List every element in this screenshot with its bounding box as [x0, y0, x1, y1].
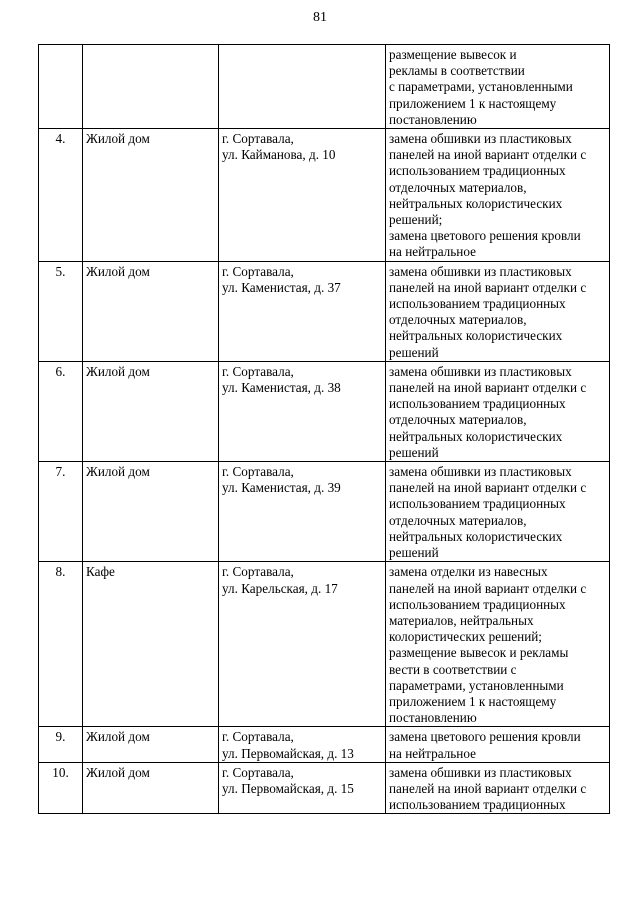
table-row	[39, 129, 610, 262]
object-type: Жилой дом	[83, 762, 219, 814]
object-address: г. Сортавала, ул. Каменистая, д. 38	[219, 361, 386, 461]
row-number: 6.	[39, 361, 83, 461]
requirements-text: замена обшивки из пластиковых панелей на иной вариант отделки с использованием традиционных	[386, 762, 610, 814]
object-type: Жилой дом	[83, 361, 219, 461]
row-number: 9.	[39, 727, 83, 762]
object-address: г. Сортавала, ул. Карельская, д. 17	[219, 562, 386, 727]
row-number: 10.	[39, 762, 83, 814]
requirements-text: замена цветового решения кровли на нейтральное	[386, 727, 610, 762]
requirements-text: замена отделки из навесных панелей на иной вариант отделки с использованием традиционных материалов, нейтральных колористических решений; размещение вывесок и рекламы вести в соответствии с параметрами, установленными приложением 1 к настоящему постановлению	[386, 562, 610, 727]
row-number: 4.	[39, 129, 83, 262]
table-row	[39, 727, 610, 762]
table-row	[39, 361, 610, 461]
table-row	[39, 45, 610, 129]
object-address: г. Сортавала, ул. Первомайская, д. 13	[219, 727, 386, 762]
row-number: 8.	[39, 562, 83, 727]
requirements-text: замена обшивки из пластиковых панелей на иной вариант отделки с использованием традиционных отделочных материалов, нейтральных колористических решений; замена цветового решения кровли на нейтральное	[386, 129, 610, 262]
row-number	[39, 45, 83, 129]
object-type: Кафе	[83, 562, 219, 727]
table-row	[39, 762, 610, 814]
object-type: Жилой дом	[83, 261, 219, 361]
object-address	[219, 45, 386, 129]
object-type: Жилой дом	[83, 129, 219, 262]
row-number: 7.	[39, 462, 83, 562]
object-type: Жилой дом	[83, 462, 219, 562]
requirements-text: замена обшивки из пластиковых панелей на иной вариант отделки с использованием традиционных отделочных материалов, нейтральных колористических решений	[386, 361, 610, 461]
object-address: г. Сортавала, ул. Первомайская, д. 15	[219, 762, 386, 814]
table-row	[39, 261, 610, 361]
table-row	[39, 562, 610, 727]
object-address: г. Сортавала, ул. Каменистая, д. 37	[219, 261, 386, 361]
object-type: Жилой дом	[83, 727, 219, 762]
page-number: 81	[313, 10, 327, 25]
requirements-table	[38, 44, 610, 814]
object-address: г. Сортавала, ул. Каменистая, д. 39	[219, 462, 386, 562]
object-address: г. Сортавала, ул. Кайманова, д. 10	[219, 129, 386, 262]
requirements-text: размещение вывесок и рекламы в соответствии с параметрами, установленными приложением 1 к настоящему постановлению	[386, 45, 610, 129]
requirements-text: замена обшивки из пластиковых панелей на иной вариант отделки с использованием традиционных отделочных материалов, нейтральных колористических решений	[386, 462, 610, 562]
table-row	[39, 462, 610, 562]
row-number: 5.	[39, 261, 83, 361]
requirements-text: замена обшивки из пластиковых панелей на иной вариант отделки с использованием традиционных отделочных материалов, нейтральных колористических решений	[386, 261, 610, 361]
object-type	[83, 45, 219, 129]
